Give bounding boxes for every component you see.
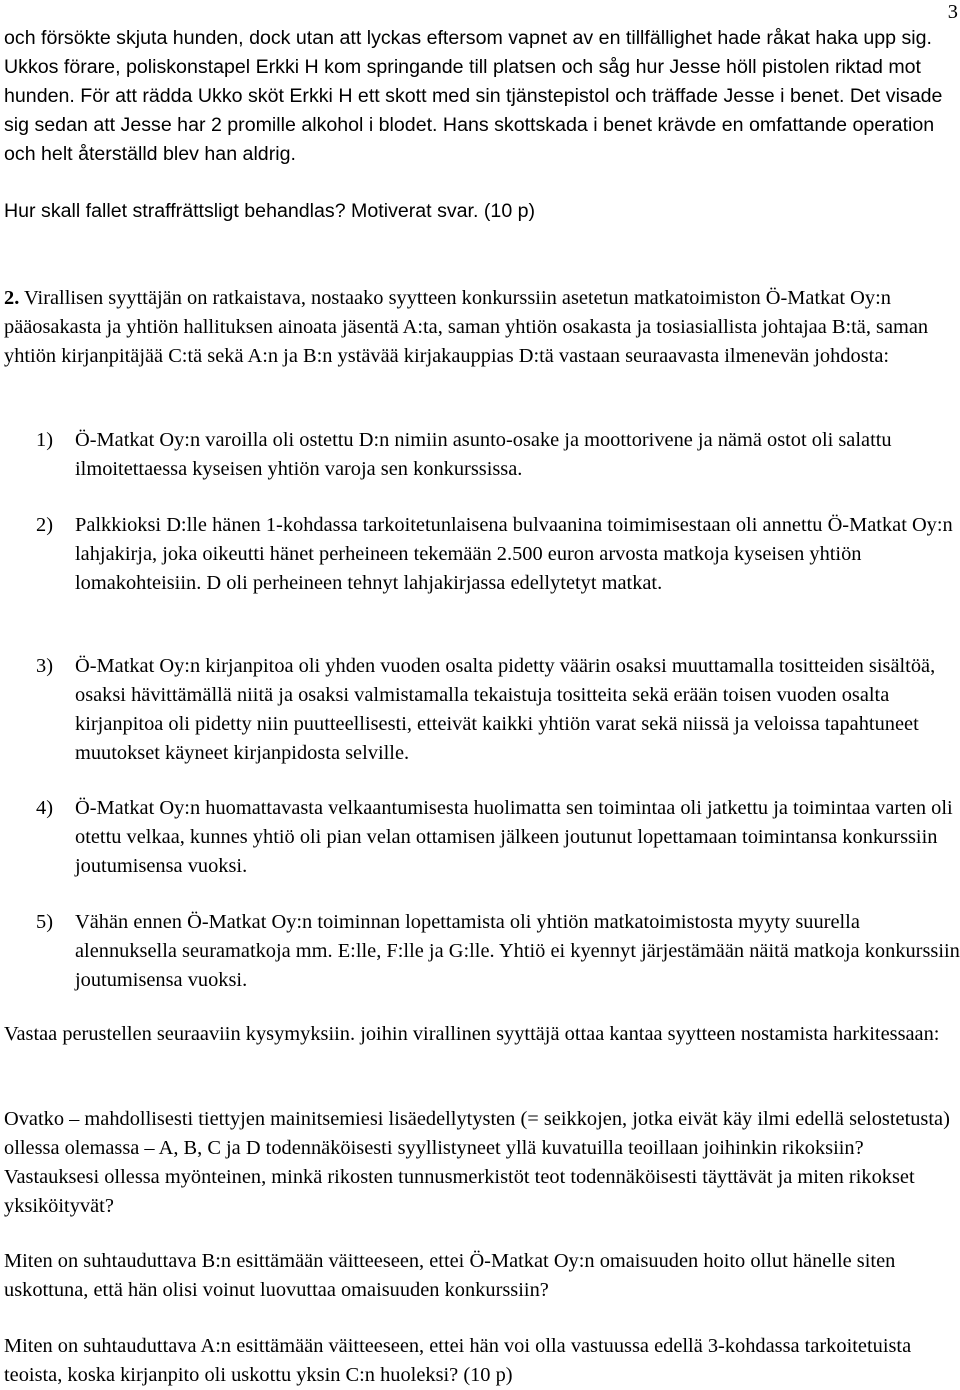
- question-3: Miten on suhtauduttava A:n esittämään väitteeseen, ettei hän voi olla vastuussa edellä 3-kohdassa tarkoitetuista teoista, koska kirjanpito oli uskottu yksin C:n huoleksi? (10 p): [4, 1335, 912, 1386]
- list-item-text: Ö-Matkat Oy:n huomattavasta velkaantumisesta huolimatta sen toimintaa oli jatkettu ja toimintaa varten oli otettu velkaa, kunnes yhtiö oli pian velan ottamisen jälkeen joutunut lopettamaan toimintansa konkurssiin joutumisensa vuoksi.: [75, 797, 953, 877]
- list-item-number: 4): [36, 797, 53, 819]
- question-1: Ovatko – mahdollisesti tiettyjen mainitsemiesi lisäedellytysten (= seikkojen, jotka eivät käy ilmi edellä selostetusta) ollessa olemassa – A, B, C ja D todennäköisesti syyllistyneet yllä kuvatuilla teoillaan joihinkin rikoksiin? Vastauksesi ollessa myönteinen, minkä rikosten tunnusmerkistöt teot todennäköisesti täyttävät ja miten rikokset yksiköityvät?: [4, 1108, 950, 1217]
- case-text: och försökte skjuta hunden, dock utan att lyckas eftersom vapnet av en tillfällighet hade råkat haka upp sig. Ukkos förare, poliskonstapel Erkki H kom springande till platsen och såg hur Jesse höll pistolen riktad mot hunden. För att rädda Ukko sköt Erkki H ett skott med sin tjänstepistol och träffade Jesse i benet. Det visade sig sedan att Jesse har 2 promille alkohol i blodet. Hans skottskada i benet krävde en omfattande operation och helt återställd blev han aldrig.: [4, 27, 943, 165]
- task-number: 2.: [4, 287, 20, 309]
- case-question: Hur skall fallet straffrättsligt behandlas? Motiverat svar. (10 p): [4, 200, 536, 222]
- task-intro-text: Virallisen syyttäjän on ratkaistava, nostaako syytteen konkurssiin asetetun matkatoimiston Ö-Matkat Oy:n pääosakasta ja yhtiön hallituksen ainoata jäsentä A:ta, saman yhtiön osakasta ja tosiasiallista johtajaa B:tä, saman yhtiön kirjanpitäjää C:tä sekä A:n ja B:n ystävää kirjakauppias D:tä vastaan seuraavasta ilmenevän johdosta:: [4, 287, 929, 367]
- list-item-number: 3): [36, 655, 53, 677]
- list-item-text: Vähän ennen Ö-Matkat Oy:n toiminnan lopettamista oli yhtiön matkatoimistosta myyty suurella alennuksella seuramatkoja mm. E:lle, F:lle ja G:lle. Yhtiö ei kyennyt järjestämään näitä matkoja konkurssiin joutumisensa vuoksi.: [75, 911, 960, 991]
- instruction-text: Vastaa perustellen seuraaviin kysymyksiin. joihin virallinen syyttäjä ottaa kantaa syytteen nostamista harkitessaan:: [4, 1023, 940, 1045]
- list-item-text: Palkkioksi D:lle hänen 1-kohdassa tarkoitetunlaisena bulvaanina toimimisestaan oli annettu Ö-Matkat Oy:n lahjakirja, joka oikeutti hänet perheineen tekemään 2.500 euron arvosta matkoja kyseisen yhtiön lomakohteisiin. D oli perheineen tehnyt lahjakirjassa edellytetyt matkat.: [75, 514, 953, 594]
- page-number: 3: [947, 1, 958, 23]
- list-item-number: 1): [36, 429, 53, 451]
- list-item-text: Ö-Matkat Oy:n varoilla oli ostettu D:n nimiin asunto-osake ja moottorivene ja nämä ostot oli salattu ilmoitettaessa kyseisen yhtiön varoja sen konkurssissa.: [75, 429, 892, 480]
- list-item-number: 5): [36, 911, 53, 933]
- list-item-text: Ö-Matkat Oy:n kirjanpitoa oli yhden vuoden osalta pidetty väärin osaksi muuttamalla tositteiden sisältöä, osaksi hävittämällä niitä ja osaksi valmistamalla tekaistuja tositteita sekä erään toisen vuoden osalta kirjanpitoa oli pidetty niin puutteellisesti, etteivät kaikki yhtiön varat sekä niissä ja veloissa tapahtuneet muutokset käyneet kirjanpidosta selville.: [75, 655, 936, 764]
- question-2: Miten on suhtauduttava B:n esittämään väitteeseen, ettei Ö-Matkat Oy:n omaisuuden hoito ollut hänelle siten uskottuna, että hän olisi voinut luovuttaa omaisuuden konkurssiin?: [4, 1250, 896, 1301]
- task-2-intro: [4, 284, 956, 371]
- list-item-number: 2): [36, 514, 53, 536]
